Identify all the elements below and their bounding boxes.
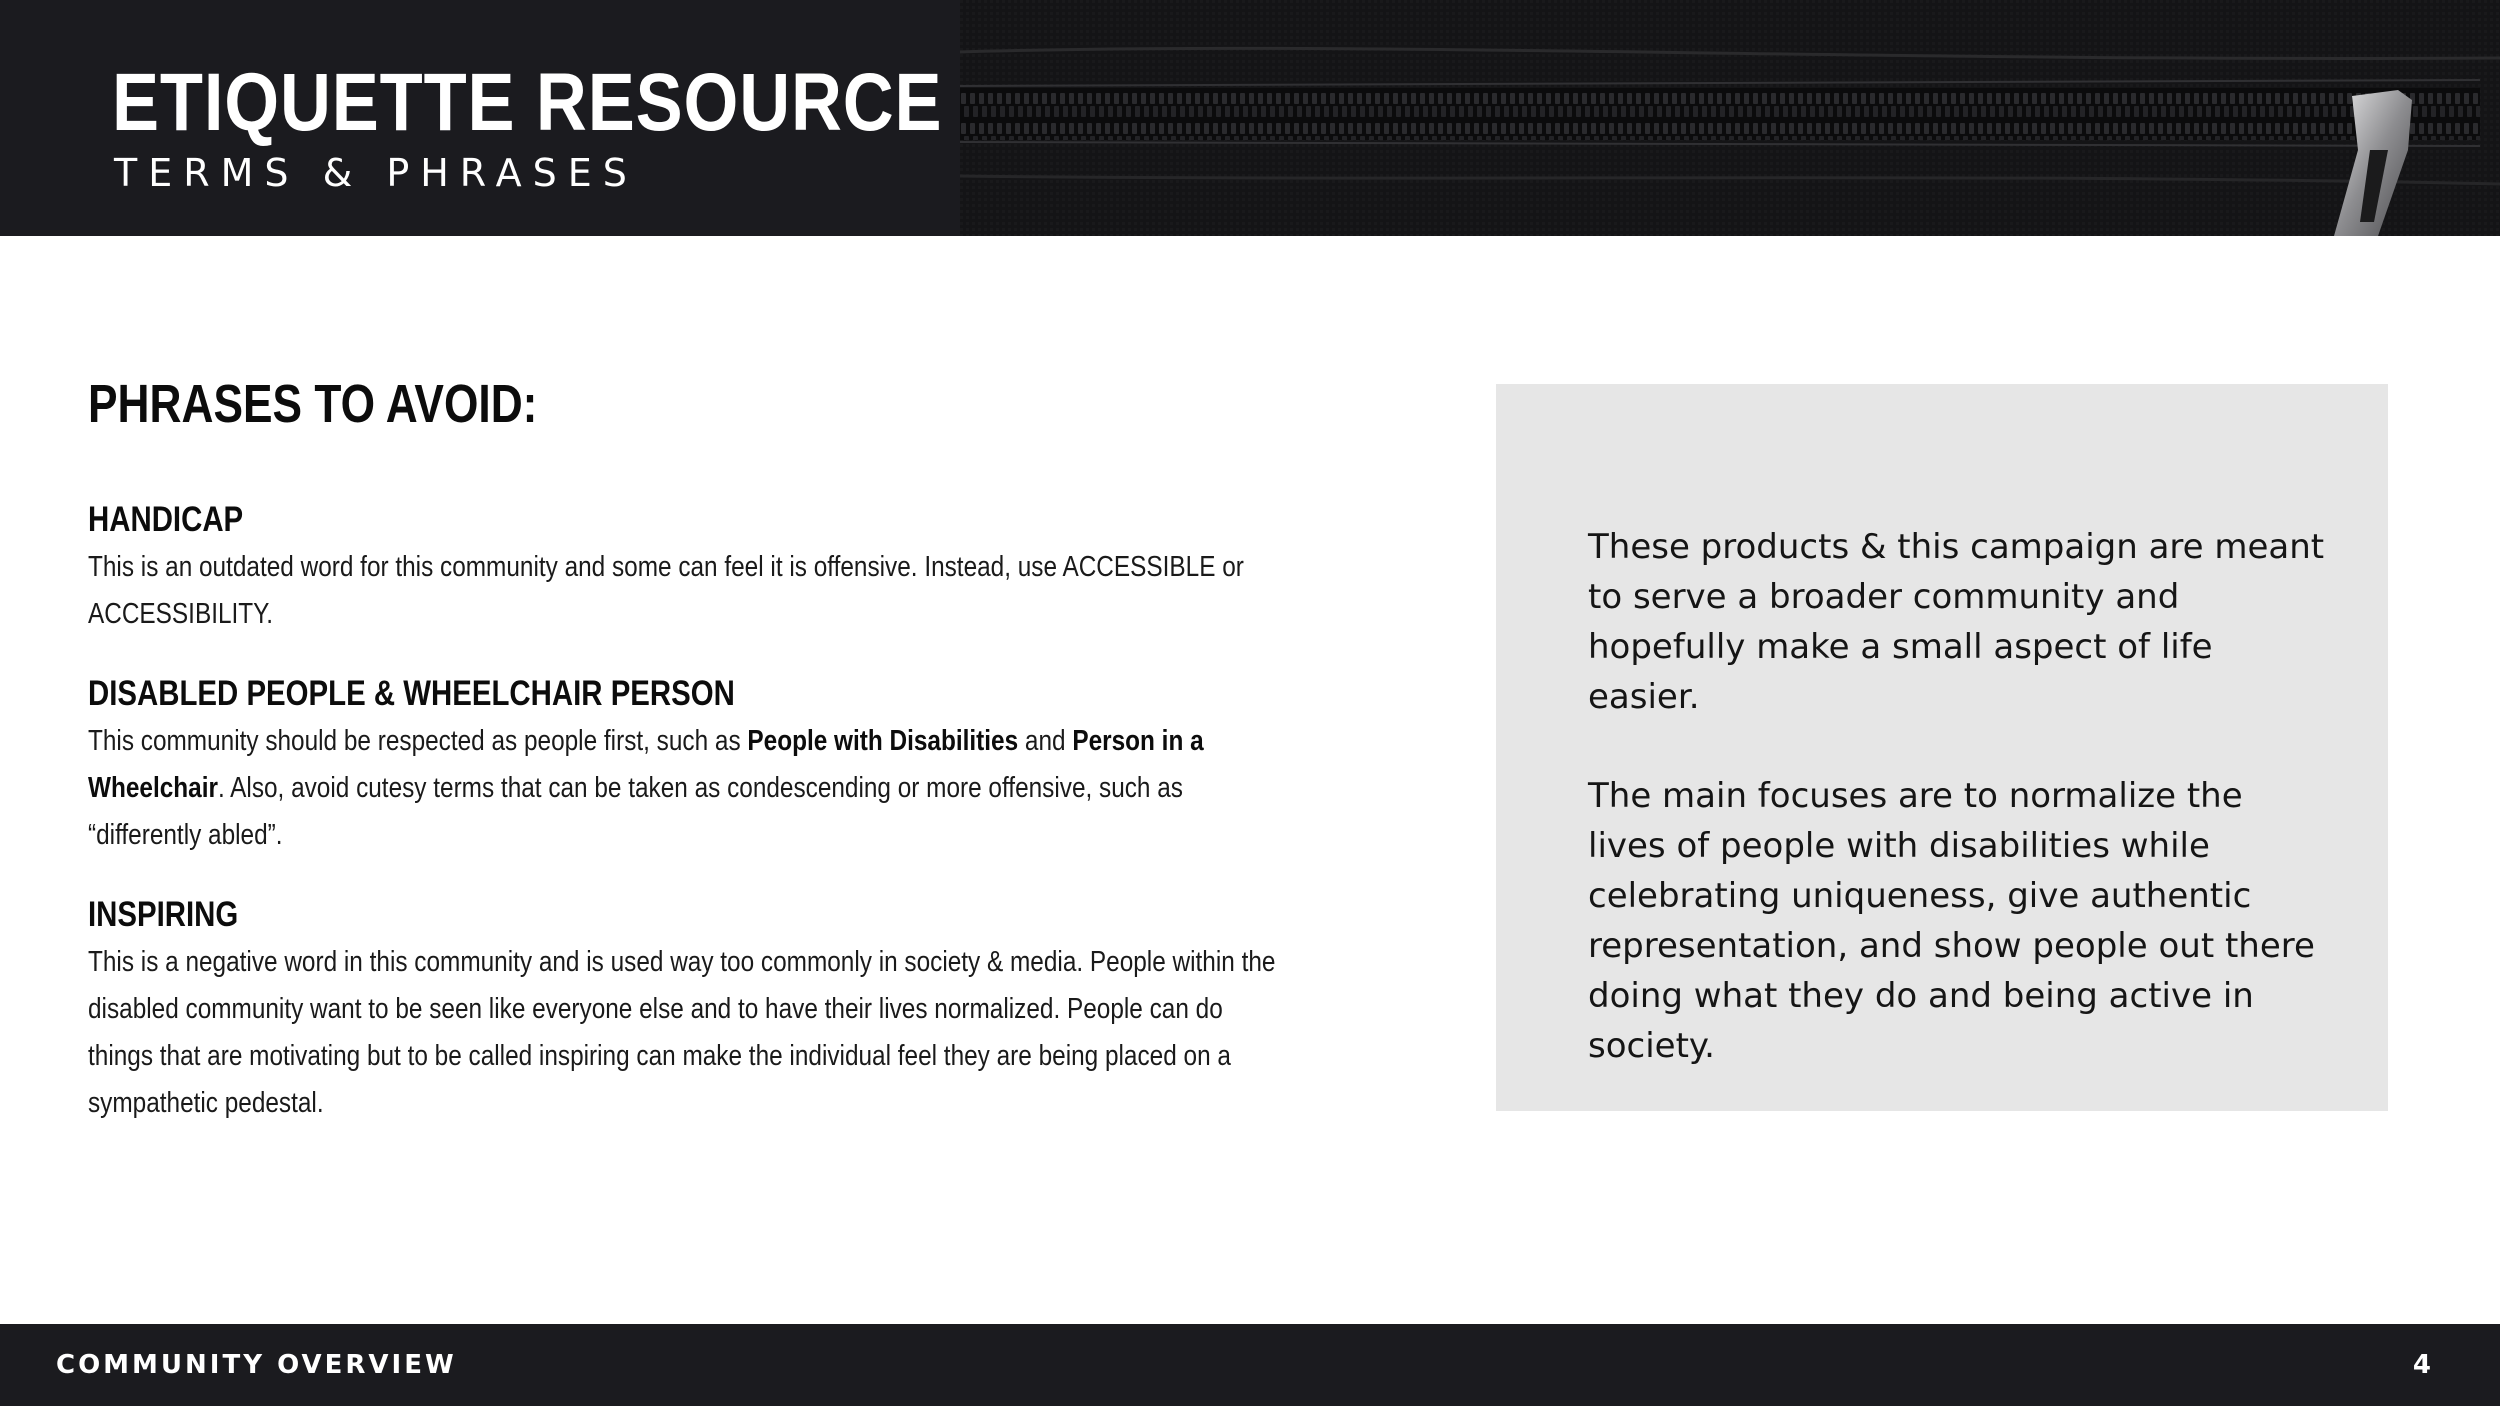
footer-band xyxy=(0,1324,2500,1406)
term-description xyxy=(88,544,1281,638)
term-description xyxy=(88,718,1281,859)
page-title: ETIQUETTE RESOURCE xyxy=(112,57,943,148)
term-title: HANDICAP xyxy=(88,500,244,539)
term-text: This is a negative word in this community and is used way too commonly in society & media. People within the disabled community want to be seen like everyone else and to have their lives normalized. People can do things that are motivating but to be called inspiring can make the individual feel they are being placed on a sympathetic pedestal. xyxy=(88,946,1276,1119)
header-band xyxy=(0,0,2500,236)
term-title: INSPIRING xyxy=(88,895,239,934)
term-description xyxy=(88,939,1281,1127)
callout-paragraph: The main focuses are to normalize the lives of people with disabilities while celebrating uniqueness, give authentic representation, and show people out there doing what they do and being active in society. xyxy=(1588,776,2315,1066)
preferred-term: Person in a Wheelchair xyxy=(88,725,1204,804)
term-text: This community should be respected as people first, such as xyxy=(88,725,748,757)
section-title: PHRASES TO AVOID: xyxy=(88,374,538,434)
page-subtitle: TERMS & PHRASES xyxy=(114,151,638,195)
callout-text xyxy=(1588,522,2328,1071)
term-disabled-people xyxy=(88,672,1298,859)
phrases-section xyxy=(88,372,1298,1161)
term-handicap xyxy=(88,498,1298,638)
term-text: This is an outdated word for this community and some can feel it is offensive. Instead, use ACCESSIBLE or ACCESSIBILITY. xyxy=(88,551,1244,630)
zipper-photo xyxy=(960,0,2500,236)
term-title: DISABLED PEOPLE & WHEELCHAIR PERSON xyxy=(88,674,735,713)
page-number: 4 xyxy=(2412,1350,2431,1380)
callout-paragraph: These products & this campaign are meant to serve a broader community and hopefully make a small aspect of life easier. xyxy=(1588,527,2325,717)
term-text: and xyxy=(1018,725,1073,757)
zipper-illustration xyxy=(960,0,2500,236)
preferred-term: People with Disabilities xyxy=(747,725,1019,757)
term-inspiring xyxy=(88,893,1298,1127)
footer-section-label: COMMUNITY OVERVIEW xyxy=(56,1350,457,1380)
term-text: . Also, avoid cutesy terms that can be taken as condescending or more offensive, such as “differently abled”. xyxy=(88,772,1183,851)
callout-box xyxy=(1496,384,2388,1111)
